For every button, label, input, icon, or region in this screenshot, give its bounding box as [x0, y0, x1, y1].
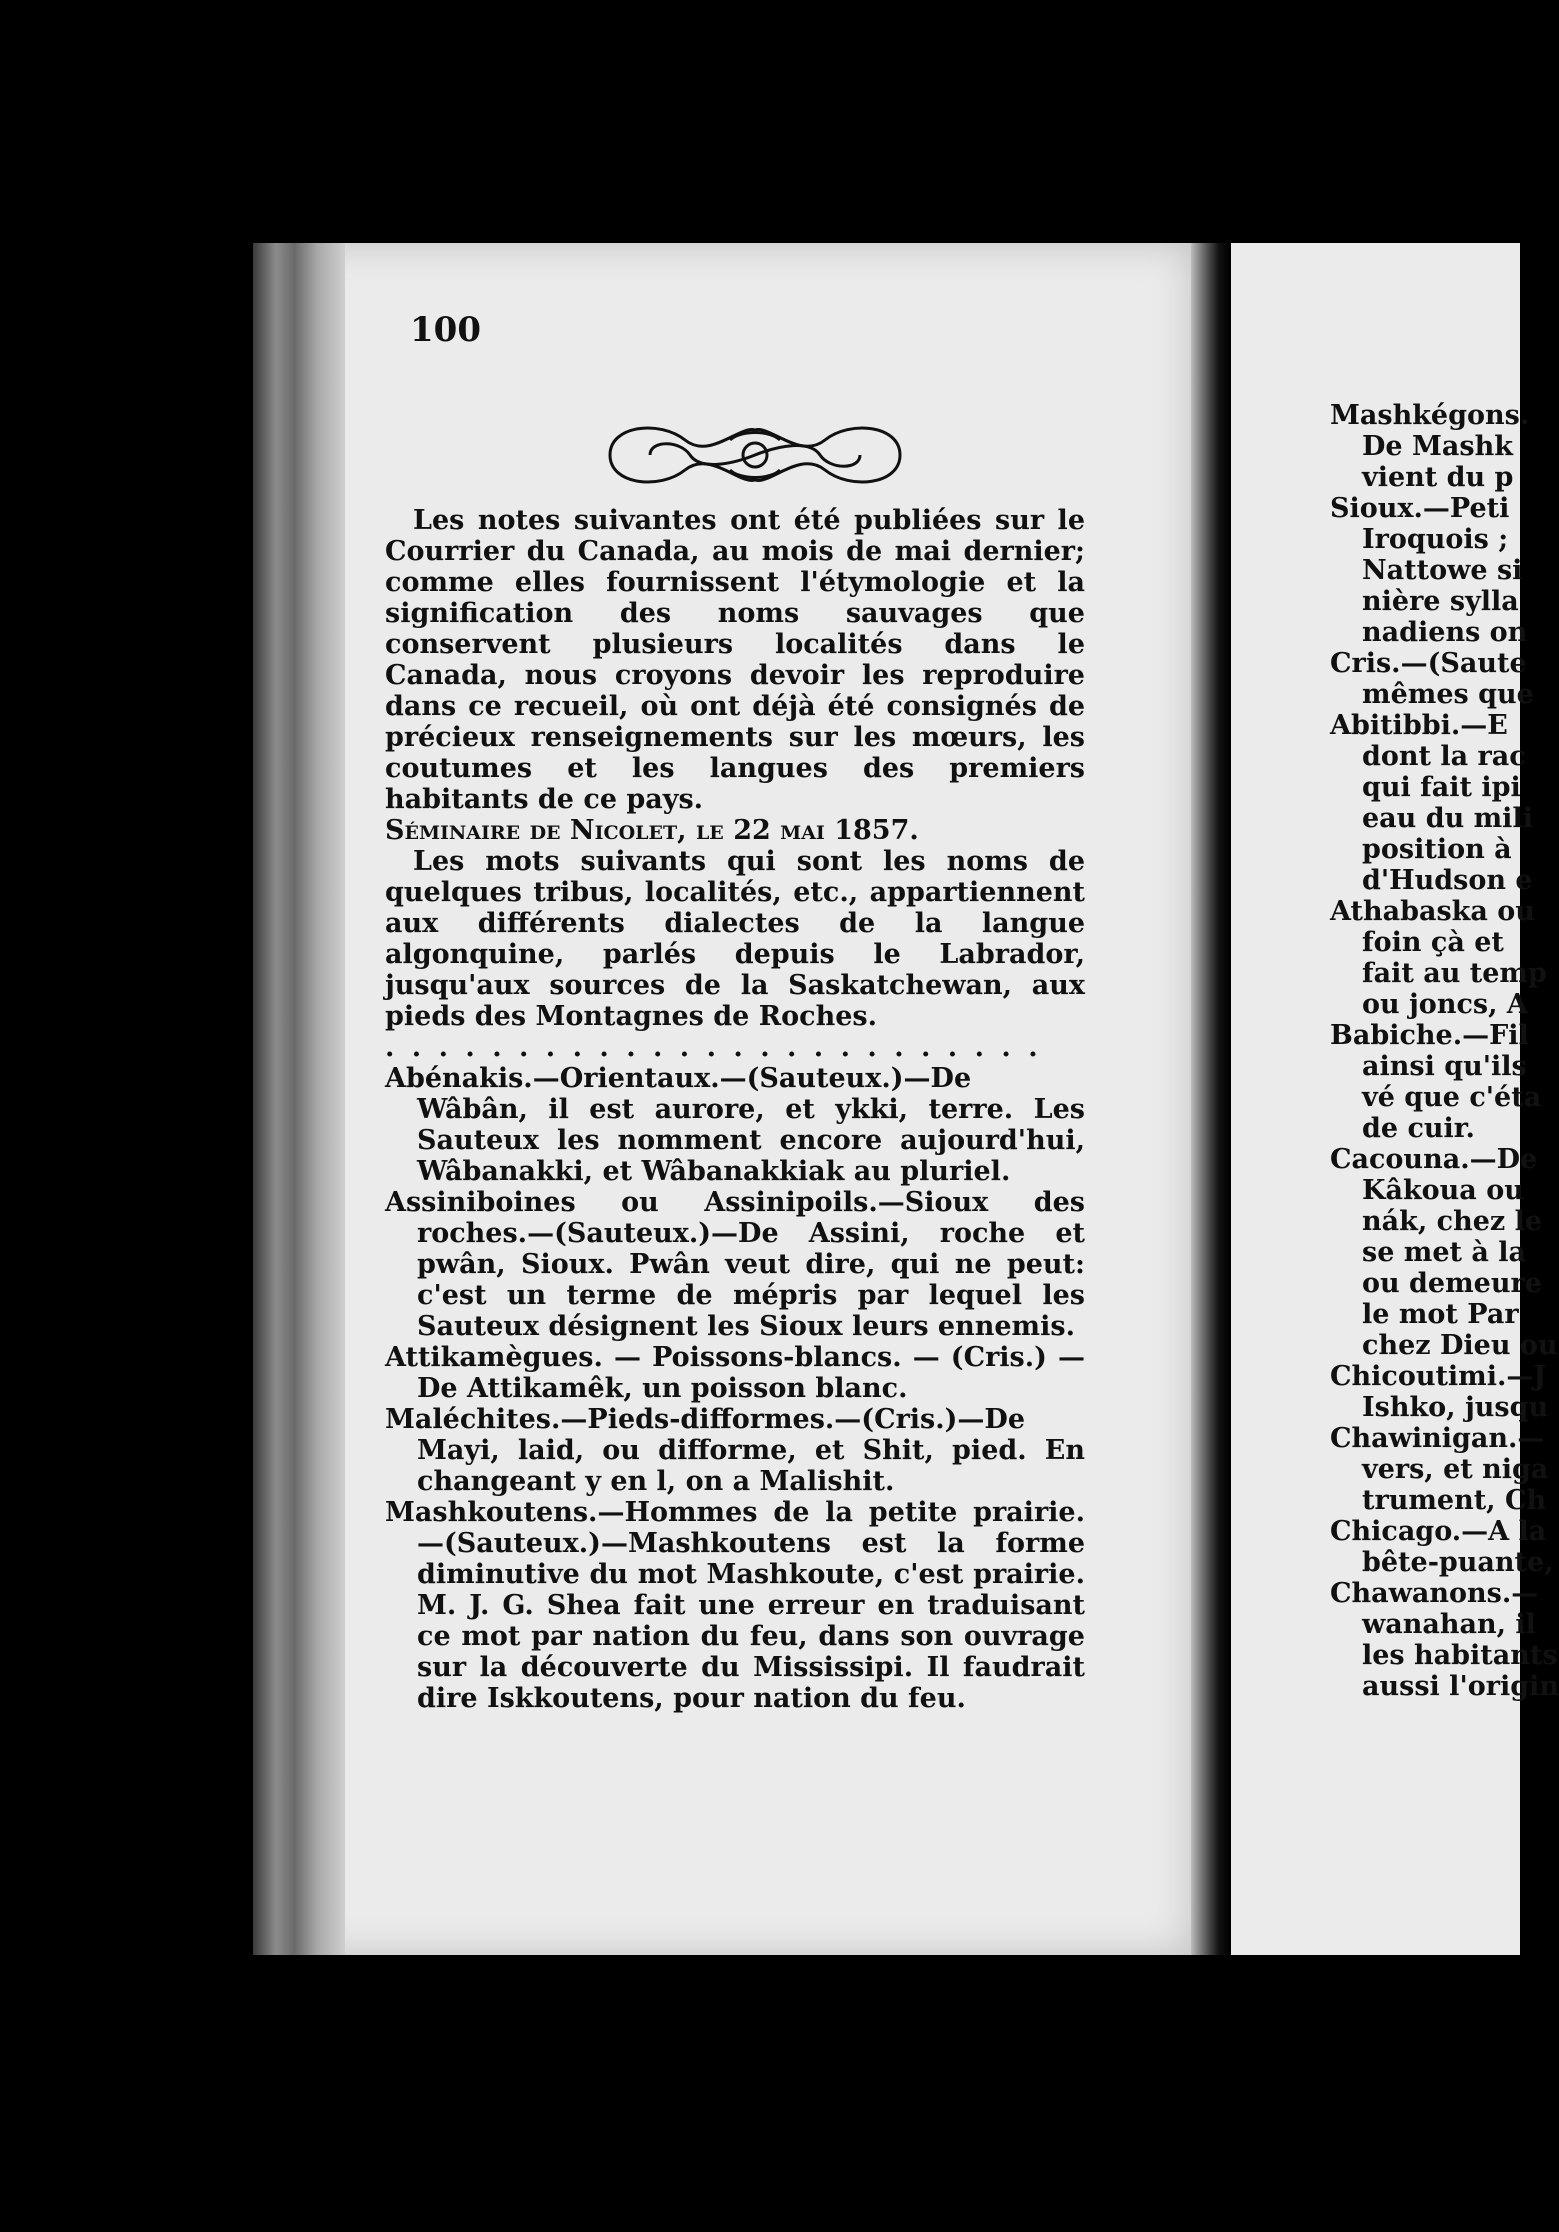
- right-page-line: trument, Ch: [1362, 1485, 1547, 1516]
- entry-term: Abénakis.: [385, 1063, 533, 1094]
- right-page-line: vient du p: [1362, 462, 1514, 493]
- intro-paragraph: Les notes suivantes ont été publiées sur le Courrier du Canada, au mois de mai dernier; comme elles fournissent l'étymologie et la signification des noms sauvages que conservent plusieurs localités dans le Canada, nous croyons devoir les reproduire dans ce recueil, où ont déjà été consignés de précieux renseignements sur les mœurs, les coutumes et les langues des premiers habitants de ce pays.: [385, 505, 1085, 815]
- entry-text: —Sioux des roches.—(Sauteux.)—De Assini, roche et pwân, Sioux. Pwân veut dire, qui ne peut: c'est un terme de mépris par lequel les Sauteux désignent les Sioux leurs ennemis.: [417, 1187, 1085, 1342]
- right-page-line: foin çà et: [1362, 927, 1504, 958]
- entry: [385, 1497, 1085, 1714]
- right-page-line: Cacouna.—De: [1330, 1144, 1538, 1175]
- right-page-line: De Mashk: [1362, 431, 1513, 462]
- entry-term: Maléchites.: [385, 1404, 561, 1435]
- right-page-line: nák, chez le: [1362, 1206, 1543, 1237]
- right-page-line: Babiche.—Fil: [1330, 1020, 1529, 1051]
- entry-term: Assiniboines ou Assinipoils.: [385, 1187, 878, 1218]
- decorative-ornament-icon: [590, 410, 920, 500]
- right-page-line: Chawinigan.—: [1330, 1423, 1545, 1454]
- right-page-line: wanahan, il: [1362, 1609, 1536, 1640]
- left-page-edge: [253, 243, 345, 1955]
- right-page-line: Iroquois ;: [1362, 524, 1509, 555]
- right-page-line: Kâkoua ou: [1362, 1175, 1524, 1206]
- right-page-line: chez Dieu ou: [1362, 1330, 1558, 1361]
- entry: [385, 1404, 1085, 1497]
- entry-term: Attikamègues.: [385, 1342, 603, 1373]
- dateline: Séminaire de Nicolet, le 22 mai 1857.: [385, 815, 919, 846]
- entry-text: —Orientaux.—(Sauteux.)—De Wâbân, il est aurore, et ykki, terre. Les Sauteux les nomment encore aujourd'hui, Wâbanakki, et Wâbanakkiak au pluriel.: [417, 1063, 1085, 1187]
- right-page-line: eau du mili: [1362, 803, 1533, 834]
- right-page-line: qui fait ipi: [1362, 772, 1521, 803]
- right-page-line: dont la rac: [1362, 741, 1526, 772]
- entry: [385, 1063, 1085, 1187]
- entry: [385, 1187, 1085, 1342]
- right-page-line: Chawanons.—: [1330, 1578, 1539, 1609]
- right-page-line: position à: [1362, 834, 1512, 865]
- right-page-line: Chicoutimi.—J: [1330, 1361, 1547, 1392]
- entry-text: — Poissons-blancs. — (Cris.) —De Attikamêk, un poisson blanc.: [417, 1342, 1085, 1404]
- entry-text: —Pieds-difformes.—(Cris.)—De Mayi, laid, ou difforme, et Shit, pied. En changeant y en l, on a Malishit.: [417, 1404, 1085, 1497]
- entry: [385, 1342, 1085, 1404]
- right-page-line: Abitibbi.—E: [1330, 710, 1508, 741]
- body-paragraph: Les mots suivants qui sont les noms de quelques tribus, localités, etc., appartiennent aux différents dialectes de la langue algonquine, parlés depuis le Labrador, jusqu'aux sources de la Saskatchewan, aux pieds des Montagnes de Roches.: [385, 846, 1085, 1032]
- right-page-line: ou joncs, A: [1362, 989, 1528, 1020]
- right-page-line: bête-puante,: [1362, 1547, 1554, 1578]
- book-gutter: [1191, 243, 1231, 1955]
- right-page-line: les habitants: [1362, 1640, 1558, 1671]
- right-page-line: mêmes que: [1362, 679, 1534, 710]
- right-page-line: fait au temp: [1362, 958, 1547, 989]
- right-page-text: [1330, 400, 1559, 1702]
- right-page-line: aussi l'origin: [1362, 1671, 1559, 1702]
- right-page-line: nadiens on: [1362, 617, 1528, 648]
- right-page-line: Nattowe si: [1362, 555, 1523, 586]
- right-page-line: vers, et niga: [1362, 1454, 1549, 1485]
- right-page-line: nière sylla: [1362, 586, 1519, 617]
- ellipsis-dots: . . . . . . . . . . . . . . . . . . . . . . . . .: [385, 1032, 1042, 1063]
- right-page-line: Cris.—(Saute: [1330, 648, 1527, 679]
- left-page-text: [385, 505, 1085, 1714]
- right-page-line: de cuir.: [1362, 1113, 1475, 1144]
- entry-term: Mashkoutens.: [385, 1497, 598, 1528]
- page-number: 100: [410, 310, 481, 350]
- right-page-line: vé que c'éta: [1362, 1082, 1542, 1113]
- right-page-line: Ishko, jusqu: [1362, 1392, 1549, 1423]
- right-page-line: Chicago.—A la: [1330, 1516, 1547, 1547]
- right-page-line: Sioux.—Peti: [1330, 493, 1510, 524]
- right-page-line: Mashkégons.: [1330, 400, 1530, 431]
- right-page-line: ainsi qu'ils: [1362, 1051, 1527, 1082]
- right-page-line: ou demeure: [1362, 1268, 1542, 1299]
- right-page-line: Athabaska ou: [1330, 896, 1535, 927]
- right-page-line: le mot Par: [1362, 1299, 1519, 1330]
- right-page-line: se met à la: [1362, 1237, 1527, 1268]
- entry-list: [385, 1063, 1085, 1714]
- entry-text: —Hommes de la petite prairie.—(Sauteux.)—Mashkoutens est la forme diminutive du mot Mashkoute, c'est prairie. M. J. G. Shea fait une erreur en traduisant ce mot par nation du feu, dans son ouvrage sur la découverte du Mississipi. Il faudrait dire Iskkoutens, pour nation du feu.: [417, 1497, 1085, 1714]
- right-page-line: d'Hudson e: [1362, 865, 1533, 896]
